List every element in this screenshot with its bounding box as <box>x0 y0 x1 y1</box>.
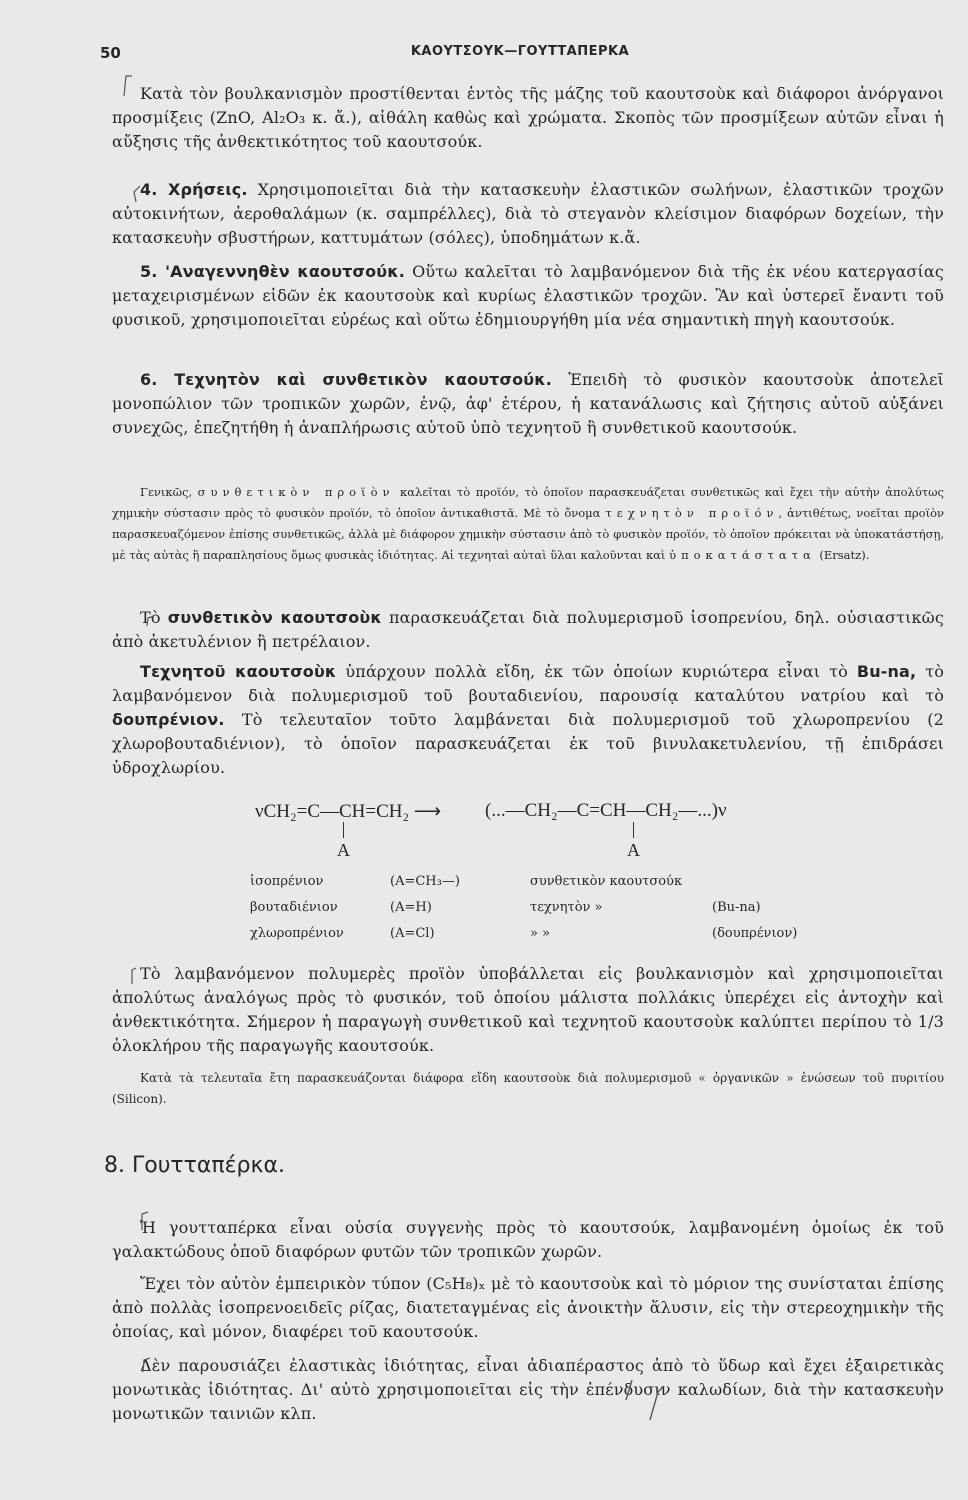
section-6-title: 6. Τεχνητὸν καὶ συνθετικὸν καουτσούκ. <box>140 370 552 389</box>
term-artificial-rubber: Τεχνητοῦ καουτσοὺκ <box>140 662 337 681</box>
bracket-mark <box>143 1358 150 1372</box>
running-title: ΚΑΟΥΤΣΟΥΚ—ΓΟΥΤΤΑΠΕΡΚΑ <box>410 44 630 59</box>
legend-label: (δουπρένιον) <box>712 926 798 941</box>
text-run: Τὸ τελευταῖον τοῦτο λαμβάνεται διὰ πολυμερισμοῦ τοῦ χλωροπρενίου (2 χλωροβουταδιένιον), τὸ ὁποῖον παρασκευάζεται ἐκ τοῦ βινυλακετυλενίου, τῇ ἐπιδράσει ὑδροχλωρίου. <box>112 710 944 777</box>
legend-label: (Bu-na) <box>712 900 761 915</box>
section-6-text: Ἐπειδὴ τὸ φυσικὸν καουτσοὺκ ἀποτελεῖ μονοπώλιον τῶν τροπικῶν χωρῶν, ἐνῷ, ἀφ' ἑτέρου, ἡ κατανάλωσις καὶ ζήτησις αὐτοῦ αὐξάνει συνεχῶς, ἐπεζητήθη ἡ ἀναπλήρωσις αὐτοῦ ὑπὸ τεχνητοῦ ἢ συνθετικοῦ καουτσούκ. <box>112 370 944 437</box>
paragraph-gutta-origin: Ἡ γουτταπέρκα εἶναι οὐσία συγγενὴς πρὸς τὸ καουτσούκ, λαμβανομένη ὁμοίως ἐκ τοῦ γαλακτώδους ὀποῦ διαφόρων φυτῶν τῶν τροπικῶν χωρῶν. <box>112 1218 944 1261</box>
legend-monomer: ἰσοπρένιον <box>250 874 324 889</box>
formula-left: νCH₂=C—CH=CH₂ <box>255 801 410 822</box>
bracket-mark <box>142 1212 148 1230</box>
note-term-substitutes: ὑποκατάστατα <box>669 548 816 562</box>
note-term-synthetic: συνθετικὸν προϊὸν <box>197 485 395 499</box>
section-4-title: 4. Χρήσεις. <box>140 180 248 199</box>
legend-group: (A=CH₃—) <box>390 874 460 889</box>
legend-product: συνθετικὸν καουτσούκ <box>530 874 683 889</box>
note-text: (Ersatz). <box>815 548 870 562</box>
term-buna: Bu-na, <box>856 662 917 681</box>
legend-monomer: χλωροπρένιον <box>250 926 344 941</box>
term-synthetic-rubber: συνθετικὸν καουτσοὺκ <box>167 608 382 627</box>
section-5-text: Οὕτω καλεῖται τὸ λαμβανόμενον διὰ τῆς ἐκ νέου κατεργασίας μεταχειρισμένων εἰδῶν ἐκ καουτσοὺκ καὶ κυρίως ἐλαστικῶν τροχῶν. Ἂν καὶ ὑστερεῖ ἔναντι τοῦ φυσικοῦ, χρησιμοποιεῖται εὐρέως καὶ οὕτω ἐδημιουργήθη μία νέα σημαντικὴ πηγὴ καουτσούκ. <box>112 262 944 329</box>
paragraph-vulcanization: Κατὰ τὸν βουλκανισμὸν προστίθενται ἐντὸς τῆς μάζης τοῦ καουτσοὺκ καὶ διάφοροι ἀνόργανοι προσμίξεις (ZnO, Al₂O₃ κ. ἄ.), αἰθάλη καθὼς καὶ χρώματα. Σκοπὸς τῶν προσμίξεων αὐτῶν εἶναι ἡ αὔξησις τῆς ἀνθεκτικότητος τοῦ καουτσούκ. <box>112 84 944 151</box>
legend-group: (A=Cl) <box>390 926 435 941</box>
note-term-artificial: τεχνητὸν προϊόν <box>605 506 779 520</box>
legend-monomer: βουταδιένιον <box>250 900 338 915</box>
text-run: τὸ λαμβανόμενον διὰ πολυμερισμοῦ τοῦ βουταδιενίου, παρουσίᾳ καταλύτου νατρίου καὶ τὸ <box>112 662 944 705</box>
paragraph-gutta-structure: Ἔχει τὸν αὐτὸν ἐμπειρικὸν τύπον (C₅H₈)ₓ μὲ τὸ καουτσοὺκ καὶ τὸ μόριον της συνίσταται ἐπίσης ἀπὸ πολλὰς ἰσοπρενοειδεῖς ρίζας, διατεταγμένας εἰς ἀνοικτὴν ἅλυσιν, εἰς τὴν στερεοχημικὴν τῆς ὁποίας, καὶ μόνον, διαφέρει τοῦ καουτσούκ. <box>112 1274 944 1341</box>
bracket-mark <box>134 186 140 202</box>
note-text: , ἀντιθέτως, νοεῖται προϊὸν παρασκευαζόμενον ἐπίσης συνθετικῶς, ἀλλὰ μὲ διάφορον χημικὴν σύστασιν ἀπὸ τὸ φυσικὸν προϊόν, τὸ ὁποῖον πρόκειται νὰ ὑποκατάστήσῃ, μὲ τὰς αὐτὰς ἢ παραπλησίους ὅμως φυσικὰς ἰδιότητας. Αἱ τεχνηταὶ αὐταὶ ὕλαι καλοῦνται καὶ <box>112 506 944 562</box>
note-text: Γενικῶς, <box>140 485 198 499</box>
bracket-mark <box>124 76 132 96</box>
note-text: καλεῖται τὸ προϊόν, τὸ ὁποῖον παρασκευάζεται συνθετικῶς καὶ ἔχει τὴν αὐτὴν ἀπολύτως χημικὴν σύστασιν πρὸς τὸ φυσικὸν προϊόν, τὸ ὁποῖον ἀντικαθιστᾶ. Μὲ τὸ ὄνομα <box>112 485 944 520</box>
paragraph-polymer-use: Τὸ λαμβανόμενον πολυμερὲς προϊὸν ὑποβάλλεται εἰς βουλκανισμὸν καὶ χρησιμοποιεῖται ἀπολύτως ἀναλόγως πρὸς τὸ φυσικόν, τοῦ ὁποίου μάλιστα πολλάκις ὑπερέχει εἰς ἀντοχὴν καὶ ἀνθεκτικότητα. Σήμερον ἡ παραγωγὴ συνθετικοῦ καὶ τεχνητοῦ καουτσοὺκ καλύπτει περίπου τὸ 1/3 ὁλοκλήρου τῆς παραγωγῆς καουτσούκ. <box>112 964 944 1055</box>
legend-product: τεχνητὸν » <box>530 900 603 915</box>
section-5-title: 5. 'Αναγεννηθὲν καουτσούκ. <box>140 262 405 281</box>
section-4-text: Χρησιμοποιεῖται διὰ τὴν κατασκευὴν ἐλαστικῶν σωλήνων, ἐλαστικῶν τροχῶν αὐτοκινήτων, ἀεροθαλάμων (κ. σαμπρέλλες), διὰ τὸ στεγανὸν κλείσιμον διαφόρων δοχείων, τὴν κατασκευὴν σβυστήρων, καττυμάτων (σόλες), ὑποδημάτων κ.ἄ. <box>112 180 944 247</box>
formula-arrow: ⟶ <box>413 801 442 822</box>
formula-substituent-left: A <box>337 840 350 860</box>
section-8-title: 8. Γουτταπέρκα. <box>104 1153 285 1178</box>
formula-polymer: (...—CH₂—C=CH—CH₂—...)ν <box>485 800 727 821</box>
term-duprene: δουπρένιον. <box>112 710 225 729</box>
text-run: Τὸ <box>140 608 168 627</box>
bracket-mark <box>132 968 136 984</box>
scribble-mark <box>626 1380 664 1420</box>
text-run: παρασκευάζεται διὰ πολυμερισμοῦ ἰσοπρενίου, δηλ. οὐσιαστικῶς ἀπὸ ἀκετυλένιον ἢ πετρέλαιον. <box>112 608 944 651</box>
footnote-silicon: Κατὰ τὰ τελευταῖα ἔτη παρασκευάζονται διάφορα εἴδη καουτσοὺκ διὰ πολυμερισμοῦ « ὀργανικῶν » ἑνώσεων τοῦ πυριτίου (Silicon). <box>112 1071 944 1106</box>
formula-substituent-right: A <box>627 840 640 860</box>
page-number: 50 <box>100 44 121 62</box>
paragraph-gutta-properties: Δὲν παρουσιάζει ἐλαστικὰς ἰδιότητας, εἶναι ἀδιαπέραστος ἀπὸ τὸ ὕδωρ καὶ ἔχει ἐξαιρετικὰς μονωτικὰς ἰδιότητας. Δι' αὐτὸ χρησιμοποιεῖται εἰς τὴν ἐπένδυσιν καλωδίων, διὰ τὴν κατασκευὴν μονωτικῶν ταινιῶν κλπ. <box>112 1356 944 1423</box>
legend-group: (A=H) <box>390 900 432 915</box>
text-run: ὑπάρχουν πολλὰ εἴδη, ἐκ τῶν ὁποίων κυριώτερα εἶναι τὸ <box>336 662 857 681</box>
bracket-mark <box>147 616 154 626</box>
legend-product: » » <box>530 926 551 941</box>
